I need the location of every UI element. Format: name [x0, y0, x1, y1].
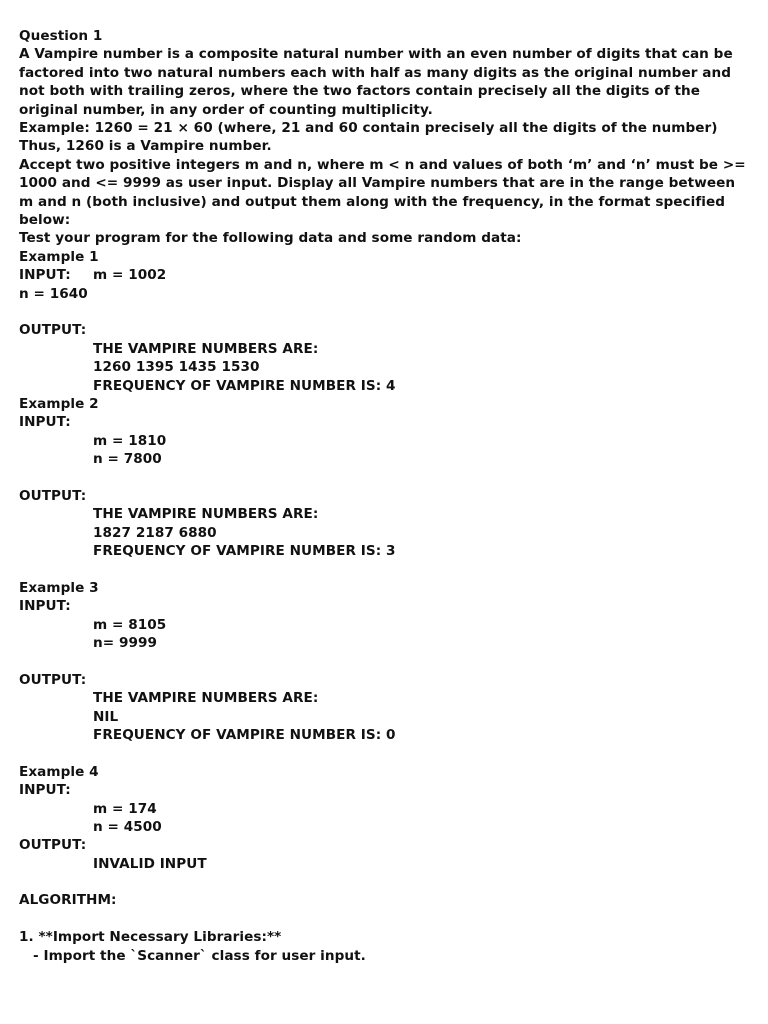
example-1-input-label: INPUT: — [19, 267, 71, 284]
example-2-output-line: THE VAMPIRE NUMBERS ARE: — [93, 506, 319, 523]
example-2-input-label: INPUT: — [19, 414, 71, 431]
example-1-output-line: FREQUENCY OF VAMPIRE NUMBER IS: 4 — [93, 377, 396, 394]
example-4-output-label: OUTPUT: — [19, 837, 87, 854]
example-1-m-value: m = 1002 — [93, 267, 167, 284]
example-2-m-value: m = 1810 — [93, 432, 167, 449]
algorithm-step-1-title: 1. **Import Necessary Libraries:** — [19, 929, 282, 946]
example-3-output-label: OUTPUT: — [19, 671, 87, 688]
example-1-n-value: n = 1640 — [19, 285, 88, 302]
example-4-input-label: INPUT: — [19, 782, 71, 799]
spacer — [19, 652, 754, 670]
example-2-output-label: OUTPUT: — [19, 487, 87, 504]
example-3-n-value: n= 9999 — [93, 635, 157, 652]
question-heading: Question 1 — [19, 28, 103, 44]
spacer — [19, 469, 754, 487]
example-4-n-value: n = 4500 — [93, 818, 162, 835]
example-2-output-line: FREQUENCY OF VAMPIRE NUMBER IS: 3 — [93, 543, 396, 560]
spacer — [19, 560, 754, 578]
spacer — [19, 873, 754, 891]
example-4-output-line: INVALID INPUT — [93, 855, 207, 872]
example-2-n-value: n = 7800 — [93, 451, 162, 468]
example-1-title: Example 1 — [19, 248, 99, 265]
example-3-input-label: INPUT: — [19, 598, 71, 615]
spacer — [19, 744, 754, 762]
example-1-output-line: 1260 1395 1435 1530 — [93, 359, 260, 376]
algorithm-heading: ALGORITHM: — [19, 892, 117, 909]
spacer — [19, 910, 754, 928]
thus-statement: Thus, 1260 is a Vampire number. — [19, 138, 272, 155]
vampire-definition: A Vampire number is a composite natural number with an even number of digits that can be factored into two natural numbers each with half as many digits as the original number and not both with trailing zeros, where the two factors contain precisely all the digits of the original number, in any order of counting multiplicity. — [19, 46, 733, 118]
example-2-output-line: 1827 2187 6880 — [93, 524, 217, 541]
example-3-m-value: m = 8105 — [93, 616, 167, 633]
example-3-output-line: THE VAMPIRE NUMBERS ARE: — [93, 690, 319, 707]
example-4-title: Example 4 — [19, 763, 99, 780]
example-equation: Example: 1260 = 21 × 60 (where, 21 and 60 contain precisely all the digits of the number) — [19, 120, 718, 137]
example-4-m-value: m = 174 — [93, 800, 157, 817]
instructions-paragraph: Accept two positive integers m and n, where m < n and values of both ‘m’ and ‘n’ must be >= 1000 and <= 9999 as user input. Display all Vampire numbers that are in the range between m and n (both inclusive) and output them along with the frequency, in the format specified below: — [19, 156, 746, 229]
document-page — [19, 27, 754, 965]
test-data-line: Test your program for the following data and some random data: — [19, 230, 522, 247]
example-3-title: Example 3 — [19, 579, 99, 596]
spacer — [19, 303, 754, 321]
example-1-input-row — [19, 266, 754, 284]
algorithm-step-1-detail: - Import the `Scanner` class for user input. — [33, 947, 366, 964]
example-2-title: Example 2 — [19, 395, 99, 412]
example-3-output-line: FREQUENCY OF VAMPIRE NUMBER IS: 0 — [93, 726, 396, 743]
example-1-output-label: OUTPUT: — [19, 322, 87, 339]
example-1-output-line: THE VAMPIRE NUMBERS ARE: — [93, 340, 319, 357]
example-3-output-line: NIL — [93, 708, 119, 725]
